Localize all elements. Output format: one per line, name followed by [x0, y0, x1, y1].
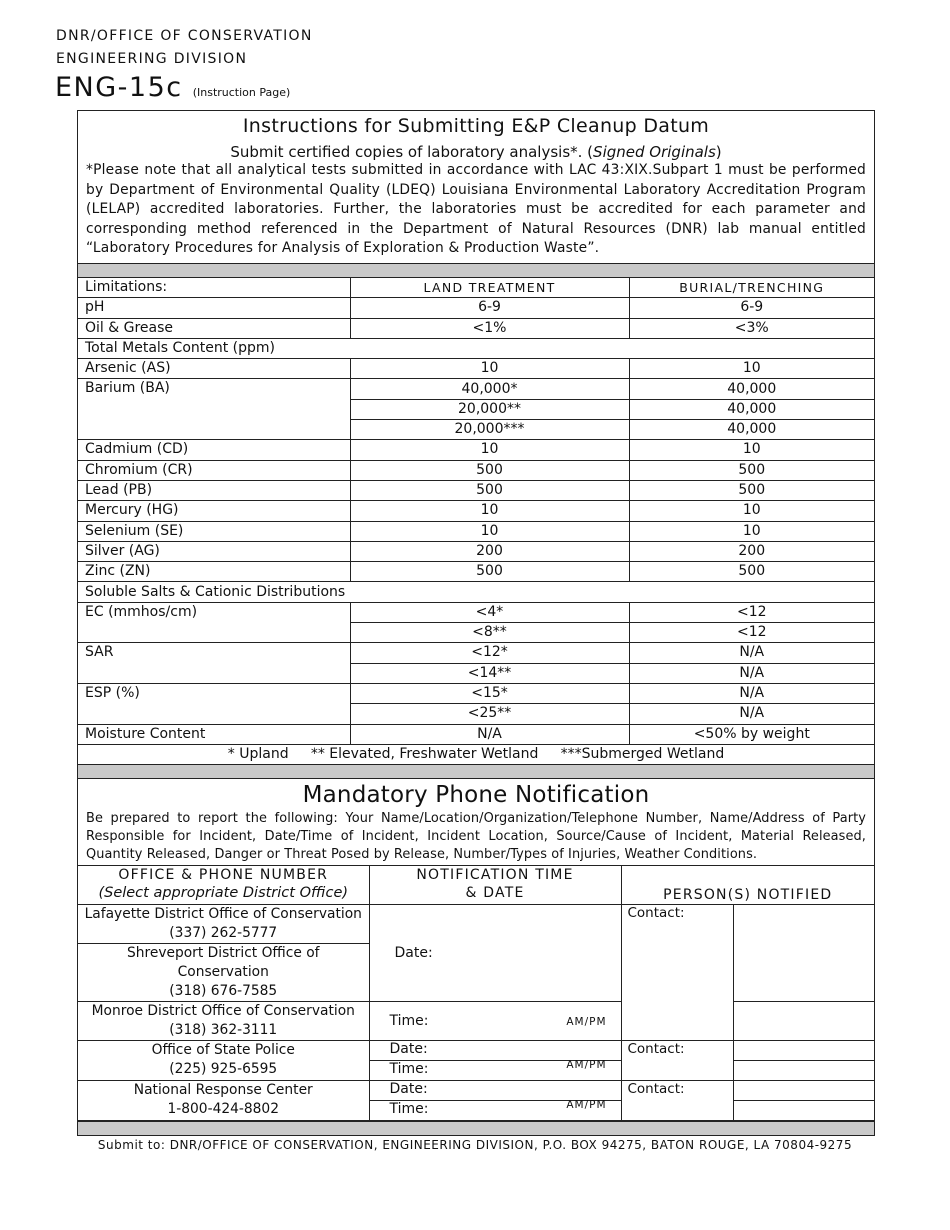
param-name: Chromium (CR): [78, 460, 350, 480]
instructions-subtitle: [86, 143, 866, 161]
table-row: [78, 541, 874, 561]
office-cell: [78, 1002, 369, 1041]
param-name: EC (mmhos/cm): [78, 602, 350, 643]
contact-field[interactable]: [733, 1041, 874, 1061]
table-row: [78, 582, 874, 602]
separator-band: [78, 263, 874, 278]
contact-field[interactable]: [733, 1061, 874, 1081]
division-name: ENGINEERING DIVISION: [56, 51, 248, 67]
office-name: Lafayette District Office of Conservation: [84, 906, 362, 923]
date-field[interactable]: [369, 905, 621, 1002]
table-row: [78, 602, 874, 622]
agency-name: DNR/OFFICE OF CONSERVATION: [56, 28, 313, 44]
land-value: <15*: [350, 683, 629, 703]
office-row: [78, 1081, 874, 1101]
burial-trenching-header: BURIAL/TRENCHING: [629, 278, 874, 298]
contact-label-cell: [621, 905, 733, 1041]
form-code: ENG-15c: [55, 72, 183, 103]
time-field[interactable]: [369, 1002, 621, 1041]
land-value: 500: [350, 480, 629, 500]
param-name: Zinc (ZN): [78, 562, 350, 582]
subtitle-italic: Signed Originals: [593, 143, 716, 161]
table-row: [78, 338, 874, 358]
separator-band: [78, 1121, 874, 1135]
legend-row: [78, 744, 874, 764]
date-field[interactable]: [369, 1041, 621, 1061]
table-row: [78, 683, 874, 703]
table-row: [78, 643, 874, 663]
land-value: 40,000*: [350, 379, 629, 399]
office-name: Shreveport District Office of Conservation: [126, 945, 320, 981]
burial-value: N/A: [629, 663, 874, 683]
land-value: 6-9: [350, 298, 629, 318]
table-row: [78, 501, 874, 521]
office-cell: [78, 1041, 369, 1081]
limitations-table: [78, 278, 874, 765]
land-value: <8**: [350, 623, 629, 643]
param-name: Mercury (HG): [78, 501, 350, 521]
land-value: <12*: [350, 643, 629, 663]
section-heading-metals: Total Metals Content (ppm): [78, 338, 874, 358]
param-name: Barium (BA): [78, 379, 350, 440]
burial-value: 10: [629, 501, 874, 521]
land-value: 10: [350, 440, 629, 460]
param-name: Moisture Content: [78, 724, 350, 744]
office-cell: [78, 944, 369, 1002]
time-header-1: NOTIFICATION TIME: [416, 867, 574, 884]
separator-band: [78, 765, 874, 779]
burial-value: <12: [629, 623, 874, 643]
form-number: [55, 72, 290, 103]
office-cell: [78, 1081, 369, 1121]
table-row: [78, 359, 874, 379]
param-name: Oil & Grease: [78, 318, 350, 338]
time-field[interactable]: [369, 1061, 621, 1081]
form-frame: [77, 110, 875, 1136]
table-row: [78, 480, 874, 500]
contact-field[interactable]: [733, 905, 874, 1002]
ampm-label: AM/PM: [566, 1099, 607, 1112]
land-value: 500: [350, 460, 629, 480]
form-note: (Instruction Page): [192, 86, 291, 99]
table-row: [78, 724, 874, 744]
submit-address: Submit to: DNR/OFFICE OF CONSERVATION, ENGINEERING DIVISION, P.O. BOX 94275, BATON ROUGE, LA 70804-9275: [97, 1138, 853, 1152]
ampm-label: AM/PM: [566, 1016, 607, 1029]
land-value: <14**: [350, 663, 629, 683]
table-row: [78, 440, 874, 460]
wetland-legend: * Upland ** Elevated, Freshwater Wetland ***Submerged Wetland: [78, 744, 874, 764]
time-label: Time:: [389, 1101, 429, 1118]
contact-label: Contact:: [627, 1081, 685, 1098]
office-phone: (318) 676-7585: [169, 983, 278, 1000]
office-name: National Response Center: [133, 1082, 313, 1099]
instructions-section: [78, 111, 874, 263]
burial-value: 40,000: [629, 399, 874, 419]
land-value: 10: [350, 501, 629, 521]
burial-value: N/A: [629, 643, 874, 663]
phone-instructions: Be prepared to report the following: Your Name/Location/Organization/Telephone Number, Name/Address of Party Responsible for Incident, Date/Time of Incident, Incident Location, Source/Cause of Incident, Material Released, Quantity Released, Danger or Threat Posed by Release, Number/Types of Injuries, Weather Conditions.: [86, 811, 866, 863]
param-name: Arsenic (AS): [78, 359, 350, 379]
burial-value: 40,000: [629, 379, 874, 399]
burial-value: 10: [629, 440, 874, 460]
table-row: [78, 318, 874, 338]
office-cell: [78, 905, 369, 944]
burial-value: 6-9: [629, 298, 874, 318]
burial-value: N/A: [629, 683, 874, 703]
persons-header: PERSON(S) NOTIFIED: [621, 866, 874, 905]
burial-value: 500: [629, 480, 874, 500]
param-name: Lead (PB): [78, 480, 350, 500]
burial-value: <3%: [629, 318, 874, 338]
land-value: 10: [350, 359, 629, 379]
date-label: Date:: [389, 1041, 428, 1058]
contact-field[interactable]: [733, 1101, 874, 1121]
land-value: N/A: [350, 724, 629, 744]
burial-value: 500: [629, 460, 874, 480]
param-name: Selenium (SE): [78, 521, 350, 541]
land-value: <4*: [350, 602, 629, 622]
office-header: [78, 866, 369, 905]
section-heading-salts: Soluble Salts & Cationic Distributions: [78, 582, 874, 602]
contact-label: Contact:: [627, 1041, 685, 1058]
office-phone: (318) 362-3111: [169, 1022, 278, 1039]
burial-value: 10: [629, 521, 874, 541]
office-phone: 1-800-424-8802: [167, 1101, 279, 1118]
office-row: [78, 905, 874, 944]
burial-value: N/A: [629, 704, 874, 724]
contact-label: Contact:: [627, 905, 685, 922]
table-row: [78, 521, 874, 541]
burial-value: 200: [629, 541, 874, 561]
date-field[interactable]: [369, 1081, 621, 1101]
contact-label-cell: [621, 1081, 733, 1121]
office-row: [78, 1041, 874, 1061]
phone-header-row: [78, 866, 874, 905]
subtitle-text: Submit certified copies of laboratory analysis*. (: [230, 143, 594, 161]
subtitle-end: ): [715, 143, 722, 161]
param-name: Silver (AG): [78, 541, 350, 561]
contact-label-cell: [621, 1041, 733, 1081]
time-field[interactable]: [369, 1101, 621, 1121]
phone-table: [78, 865, 874, 1121]
accreditation-note: *Please note that all analytical tests submitted in accordance with LAC 43:XIX.Subpart 1 must be performed by Department of Environmental Quality (LDEQ) Louisiana Environmental Laboratory Accreditation Program (LELAP) accredited laboratories. Further, the laboratories must be accredited for each parameter and corresponding method referenced in the Department of Natural Resources (DNR) lab manual entitled “Laboratory Procedures for Analysis of Exploration & Production Waste”.: [86, 162, 866, 257]
office-header-title: OFFICE & PHONE NUMBER: [118, 867, 329, 884]
phone-title: Mandatory Phone Notification: [302, 782, 650, 809]
land-value: 20,000**: [350, 399, 629, 419]
contact-field[interactable]: [733, 1002, 874, 1041]
phone-notification-section: [78, 779, 874, 865]
land-treatment-header: LAND TREATMENT: [350, 278, 629, 298]
contact-field[interactable]: [733, 1081, 874, 1101]
burial-value: <50% by weight: [629, 724, 874, 744]
office-header-sub: (Select appropriate District Office): [98, 885, 349, 902]
burial-value: <12: [629, 602, 874, 622]
office-name: Office of State Police: [151, 1042, 295, 1059]
param-name: Cadmium (CD): [78, 440, 350, 460]
ampm-label: AM/PM: [566, 1059, 607, 1072]
date-label: Date:: [389, 1081, 428, 1098]
time-label: Time:: [389, 1061, 429, 1078]
office-row: [78, 1002, 874, 1041]
instructions-title: Instructions for Submitting E&P Cleanup Datum: [242, 115, 710, 137]
date-label: Date:: [394, 945, 433, 962]
table-header-row: [78, 278, 874, 298]
land-value: 200: [350, 541, 629, 561]
time-header-2: & DATE: [465, 885, 525, 902]
param-name: SAR: [78, 643, 350, 684]
land-value: 10: [350, 521, 629, 541]
limitations-label: Limitations:: [78, 278, 350, 298]
table-row: [78, 460, 874, 480]
table-row: [78, 562, 874, 582]
param-name: ESP (%): [78, 683, 350, 724]
land-value: <1%: [350, 318, 629, 338]
burial-value: 40,000: [629, 420, 874, 440]
burial-value: 500: [629, 562, 874, 582]
office-phone: (337) 262-5777: [169, 925, 278, 942]
table-row: [78, 379, 874, 399]
time-label: Time:: [389, 1013, 429, 1030]
burial-value: 10: [629, 359, 874, 379]
office-name: Monroe District Office of Conservation: [91, 1003, 355, 1020]
land-value: <25**: [350, 704, 629, 724]
table-row: [78, 298, 874, 318]
land-value: 500: [350, 562, 629, 582]
time-header: [369, 866, 621, 905]
param-name: pH: [78, 298, 350, 318]
land-value: 20,000***: [350, 420, 629, 440]
office-phone: (225) 925-6595: [169, 1061, 278, 1078]
